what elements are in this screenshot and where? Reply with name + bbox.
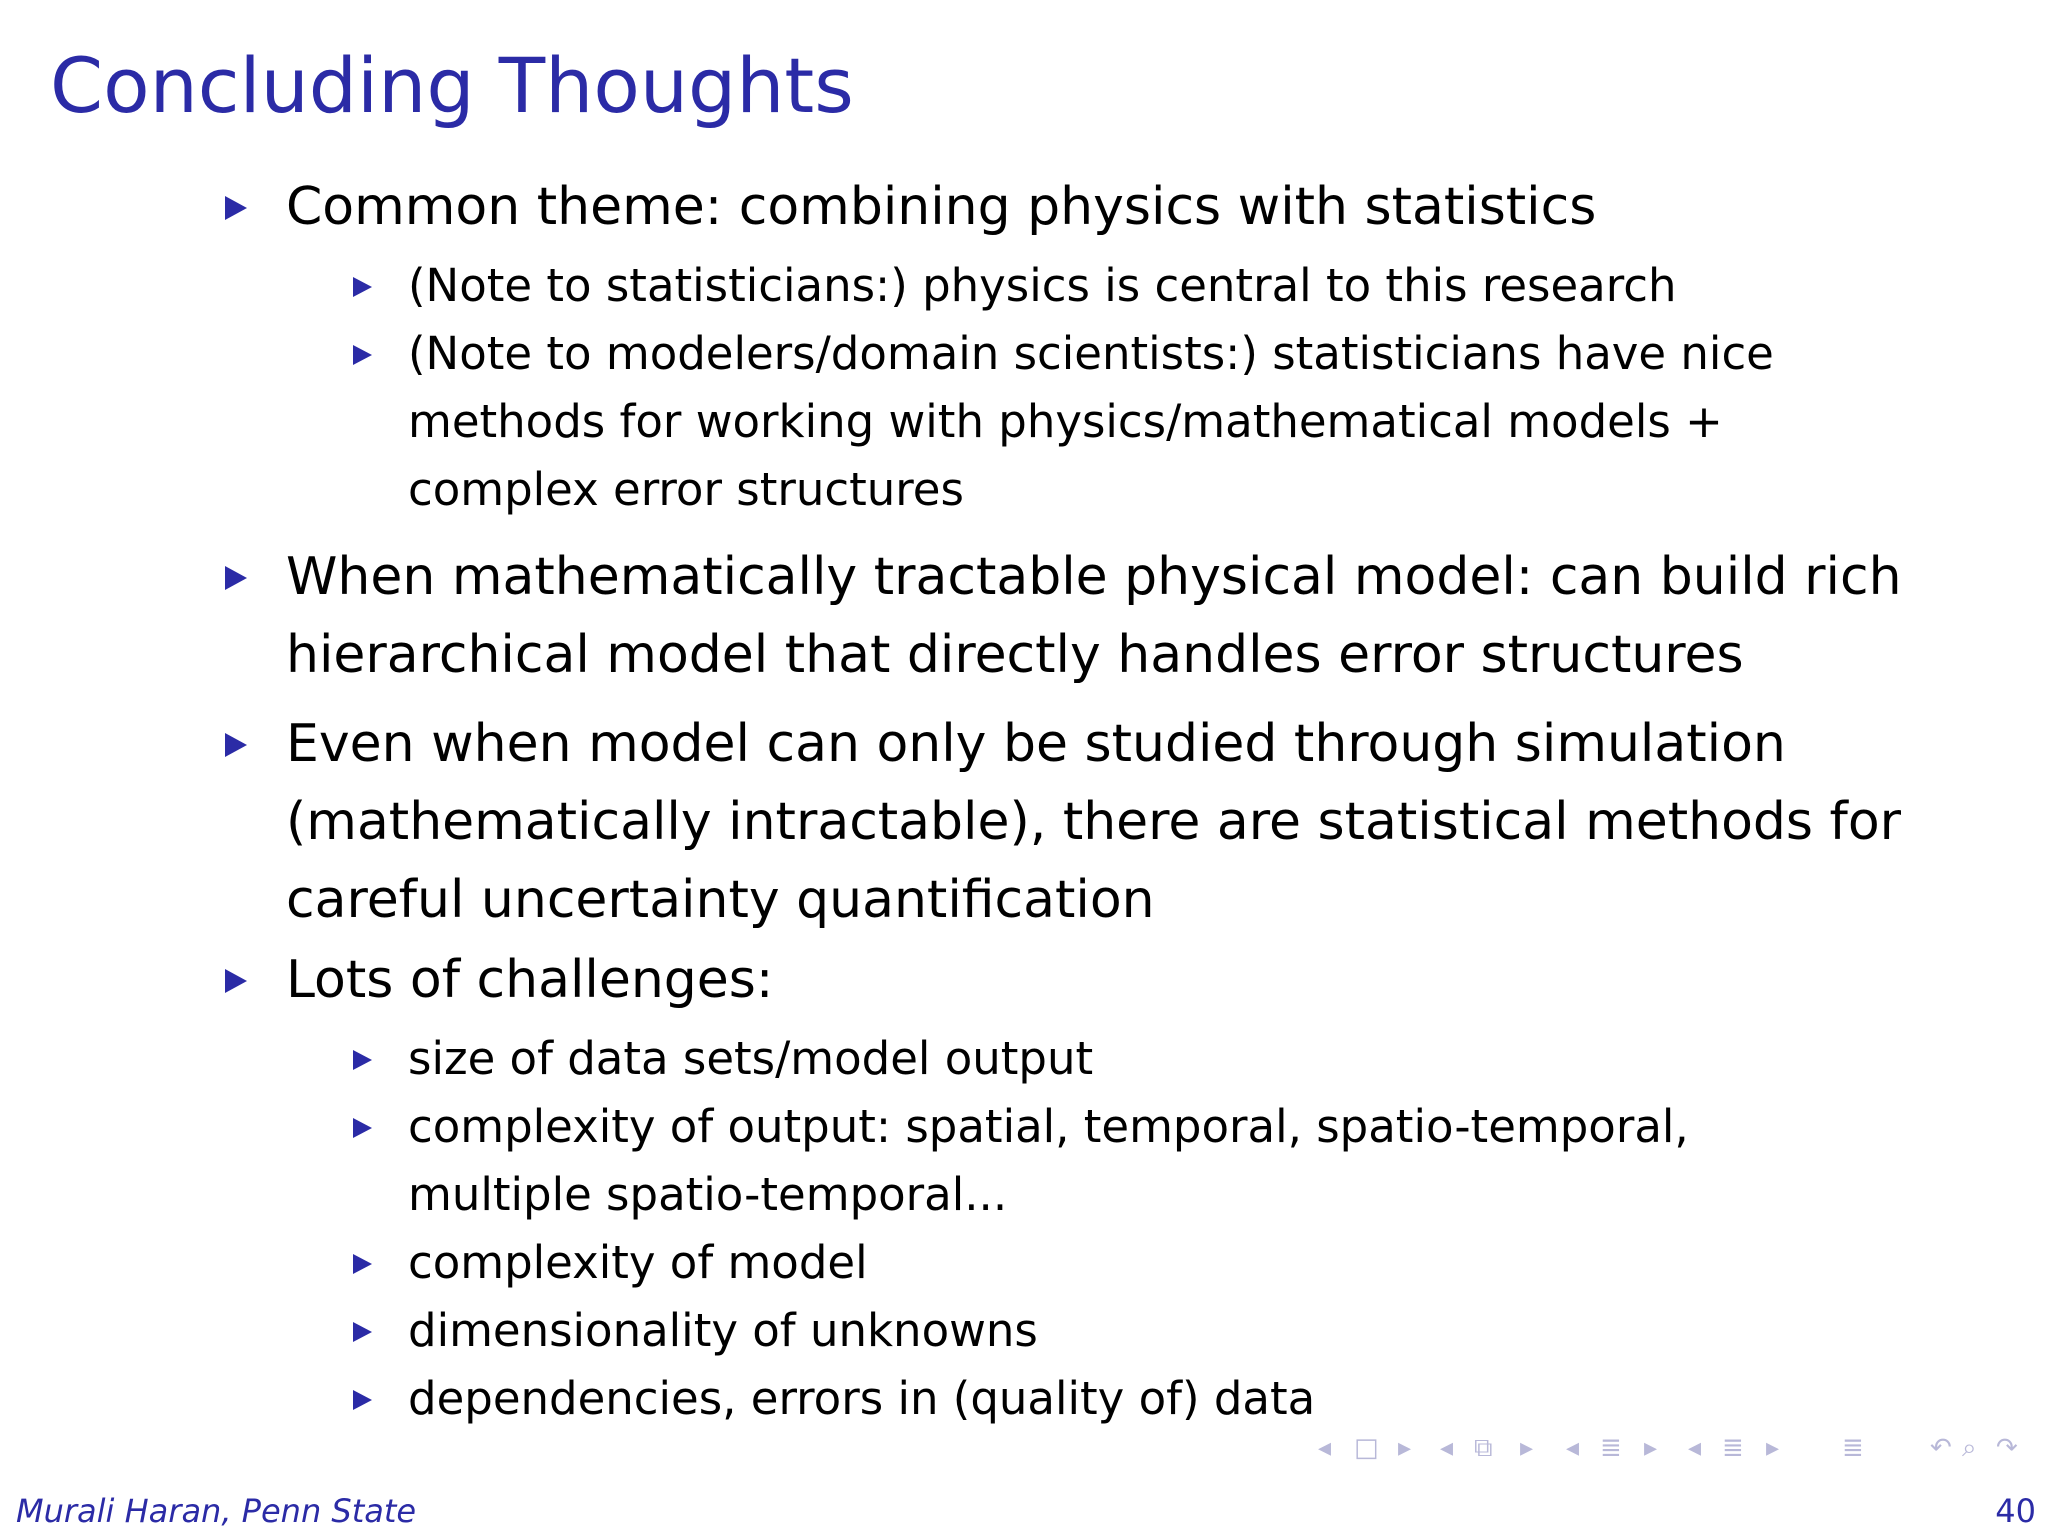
appendix-icon[interactable]: ≣ [1842, 1433, 1864, 1463]
sub-bullet-triangle-icon [353, 1118, 372, 1138]
sub-bullet-text: dimensionality of unknowns [408, 1304, 1038, 1357]
sub-bullet-triangle-icon [353, 277, 372, 297]
section-icon[interactable]: ≣ [1600, 1433, 1622, 1463]
nav-left-arrow-icon[interactable]: ◂ [1318, 1433, 1332, 1463]
bullet-text: hierarchical model that directly handles error structures [286, 625, 1744, 685]
nav-right-arrow-icon[interactable]: ▸ [1520, 1433, 1534, 1463]
search-icon[interactable]: ⌕ [1962, 1433, 1977, 1463]
sub-bullet-text: complexity of model [408, 1236, 868, 1289]
redo-icon[interactable]: ↷ [1996, 1433, 2018, 1463]
sub-bullet-text: (Note to statisticians:) physics is central to this research [408, 259, 1677, 312]
section-icon[interactable]: ≣ [1722, 1433, 1744, 1463]
footer-author: Murali Haran, Penn State [16, 1492, 417, 1530]
sub-bullet-triangle-icon [353, 345, 372, 365]
bullet-triangle-icon [225, 196, 247, 220]
bullet-text: Lots of challenges: [286, 950, 774, 1010]
sub-bullet-text: complexity of output: spatial, temporal, spatio-temporal, [408, 1100, 1689, 1153]
bullet-text: (mathematically intractable), there are statistical methods for [286, 792, 1902, 852]
nav-right-arrow-icon[interactable]: ▸ [1644, 1433, 1658, 1463]
sub-bullet-triangle-icon [353, 1322, 372, 1342]
page-number: 40 [1995, 1492, 2036, 1530]
frame-icon[interactable]: □ [1354, 1433, 1379, 1463]
bullet-triangle-icon [225, 566, 247, 590]
sub-bullet-text: complex error structures [408, 463, 964, 516]
bullet-triangle-icon [225, 969, 247, 993]
nav-left-arrow-icon[interactable]: ◂ [1566, 1433, 1580, 1463]
bullet-text: When mathematically tractable physical model: can build rich [286, 547, 1902, 607]
sub-bullet-triangle-icon [353, 1254, 372, 1274]
nav-right-arrow-icon[interactable]: ▸ [1766, 1433, 1780, 1463]
bullet-text: careful uncertainty quantification [286, 870, 1155, 930]
subsection-icon[interactable]: ⧉ [1474, 1433, 1493, 1463]
sub-bullet-text: dependencies, errors in (quality of) data [408, 1372, 1316, 1425]
nav-right-arrow-icon[interactable]: ▸ [1398, 1433, 1412, 1463]
sub-bullet-text: size of data sets/model output [408, 1032, 1094, 1085]
sub-bullet-text: methods for working with physics/mathematical models + [408, 395, 1723, 448]
nav-left-arrow-icon[interactable]: ◂ [1440, 1433, 1454, 1463]
sub-bullet-triangle-icon [353, 1050, 372, 1070]
navigation-bar [0, 1433, 2048, 1471]
sub-bullet-triangle-icon [353, 1390, 372, 1410]
sub-bullet-text: (Note to modelers/domain scientists:) statisticians have nice [408, 327, 1774, 380]
undo-icon[interactable]: ↶ [1930, 1433, 1952, 1463]
bullet-text: Even when model can only be studied through simulation [286, 714, 1786, 774]
sub-bullet-text: multiple spatio-temporal... [408, 1168, 1008, 1221]
bullet-triangle-icon [225, 733, 247, 757]
bullet-text: Common theme: combining physics with statistics [286, 177, 1597, 237]
nav-left-arrow-icon[interactable]: ◂ [1688, 1433, 1702, 1463]
slide-title: Concluding Thoughts [50, 41, 854, 130]
